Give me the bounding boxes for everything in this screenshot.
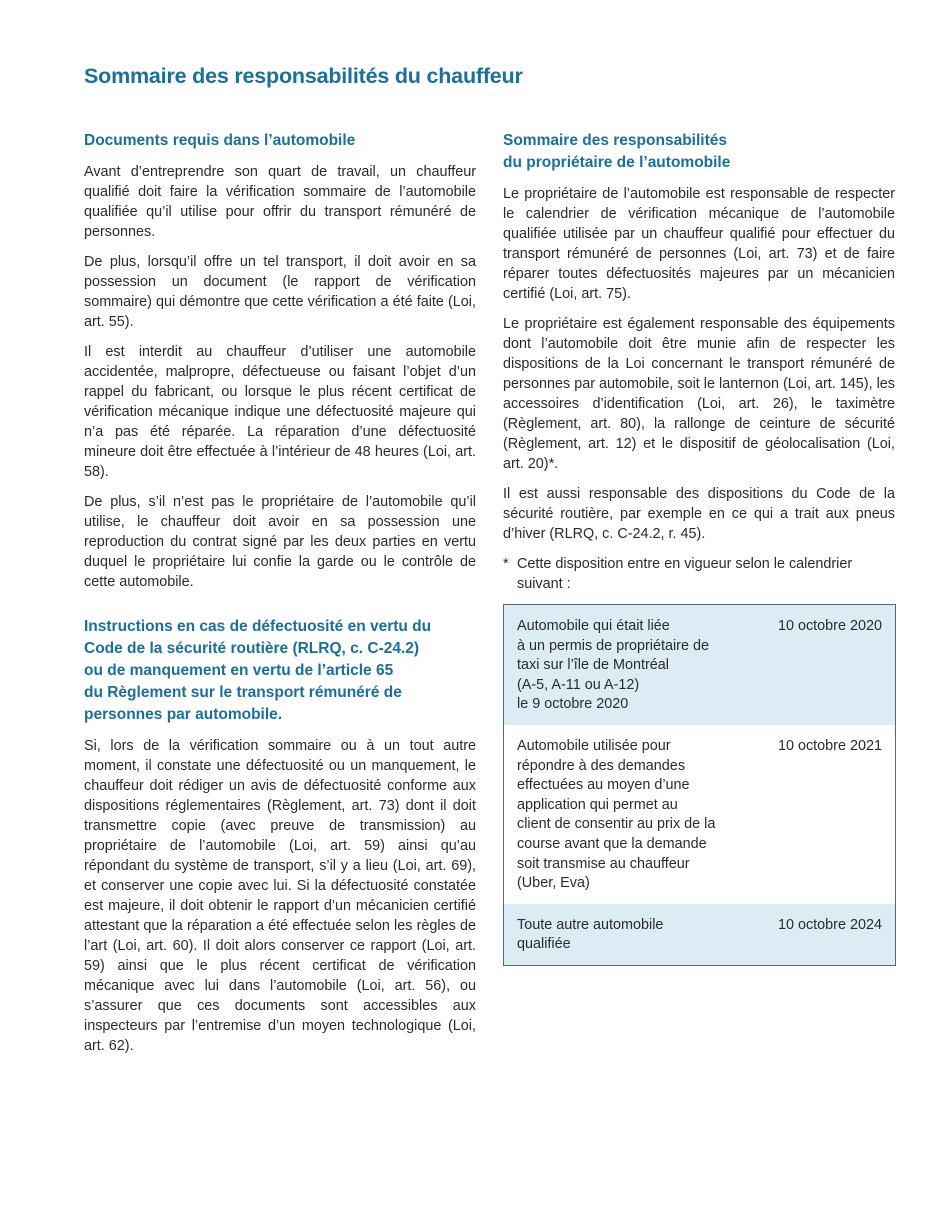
schedule-date: 10 octobre 2024 xyxy=(749,904,896,966)
instructions-heading-line: personnes par automobile. xyxy=(84,706,283,723)
owner-heading-line: Sommaire des responsabilités xyxy=(503,132,727,149)
owner-heading xyxy=(503,130,895,174)
documents-heading: Documents requis dans l’automobile xyxy=(84,132,356,149)
description-line: client de consentir au prix de la xyxy=(517,816,716,833)
description-line: Toute autre automobile xyxy=(517,916,664,933)
table-row xyxy=(504,725,896,904)
owner-paragraph-3: Il est aussi responsable des dispositions du Code de la sécurité routière, par exemple en ce qui a trait aux pneus d’hiver (RLRQ, c. C-24.2, r. 45). xyxy=(503,486,895,542)
description-line: course avant que la demande xyxy=(517,835,707,852)
description-line: (Uber, Eva) xyxy=(517,875,590,892)
description-line: le 9 octobre 2020 xyxy=(517,696,629,713)
page-title: Sommaire des responsabilités du chauffeur xyxy=(84,64,523,88)
description-line: Automobile utilisée pour xyxy=(517,737,671,754)
documents-paragraph-4: De plus, s’il n’est pas le propriétaire de l’automobile qu’il utilise, le chauffeur doit avoir en sa possession une reproduction du contrat signé par les deux parties en vertu duquel le propriétaire lui confie la garde ou le contrôle de cette automobile. xyxy=(84,494,476,590)
left-column xyxy=(84,130,476,1066)
description-line: application qui permet au xyxy=(517,796,678,813)
description-line: à un permis de propriétaire de xyxy=(517,637,709,654)
schedule-date: 10 octobre 2021 xyxy=(777,737,882,754)
description-line: répondre à des demandes xyxy=(517,757,686,774)
owner-heading-line: du propriétaire de l’automobile xyxy=(503,154,731,171)
owner-paragraph-2: Le propriétaire est également responsable des équipements dont l’automobile doit être munie afin de respecter les dispositions de la Loi concernant le transport rémunéré de personnes par automobile, soit le lanternon (Loi, art. 145), les accessoires d’identification (Loi, art. 26), le taximètre (Règlement, art. 80), la rallonge de ceinture de sécurité (Règlement, art. 12) et le dispositif de géolocalisation (Loi, art. 20)*. xyxy=(503,316,895,472)
description-line: (A-5, A-11 ou A-12) xyxy=(517,676,640,693)
schedule-date: 10 octobre 2020 xyxy=(749,605,896,725)
instructions-heading-line: ou de manquement en vertu de l’article 65 xyxy=(84,662,394,679)
table-row xyxy=(504,605,896,725)
schedule-description xyxy=(504,605,750,725)
instructions-heading-line: Code de la sécurité routière (RLRQ, c. C-24.2) xyxy=(84,640,420,657)
description-line: soit transmise au chauffeur xyxy=(517,855,690,872)
description-line: effectuées au moyen d’une xyxy=(517,777,690,794)
instructions-heading xyxy=(84,616,476,726)
instructions-heading-line: du Règlement sur le transport rémunéré de xyxy=(84,684,402,701)
documents-paragraph-3: Il est interdit au chauffeur d’utiliser une automobile accidentée, malpropre, défectueuse ou faisant l’objet d’un rappel du fabricant, ou lorsque le plus récent certificat de vérification mécanique indique une défectuosité majeure qui n’a pas été réparée. La réparation d’une défectuosité mineure doit être effectuée à l’intérieur de 48 heures (Loi, art. 58). xyxy=(84,344,476,480)
documents-paragraph-2: De plus, lorsqu’il offre un tel transport, il doit avoir en sa possession un document (le rapport de vérification sommaire) qui démontre que cette vérification a été faite (Loi, art. 55). xyxy=(84,254,476,330)
schedule-table xyxy=(503,604,896,966)
instructions-paragraph: Si, lors de la vérification sommaire ou à un tout autre moment, il constate une défectuosité ou un manquement, le chauffeur doit rédiger un avis de défectuosité conforme aux dispositions réglementaires (Règlement, art. 73) dont il doit transmettre copie (avec preuve de transmission) au propriétaire de l’automobile (Loi, art. 59) ainsi qu’au répondant du système de transport, s’il y a lieu (Loi, art. 69), et conserver une copie avec lui. Si la défectuosité constatée est majeure, il doit obtenir le rapport d’un mécanicien certifié attestant que la réparation a été effectuée selon les règles de l’art (Loi, art. 60). Il doit alors conserver ce rapport (Loi, art. 59) ainsi que le plus récent certificat de vérification mécanique avec lui dans l’automobile (Loi, art. 56), ou s’assurer que ces documents sont accessibles aux inspecteurs par l’entremise d’un moyen technologique (Loi, art. 62). xyxy=(84,738,476,1054)
schedule-description xyxy=(504,725,750,904)
instructions-heading-line: Instructions en cas de défectuosité en vertu du xyxy=(84,618,432,635)
description-line: taxi sur l’île de Montréal xyxy=(517,657,669,674)
footnote-mark: * xyxy=(503,556,509,572)
footnote xyxy=(503,554,895,594)
documents-paragraph-1: Avant d’entreprendre son quart de travail, un chauffeur qualifié doit faire la vérification sommaire de l’automobile qualifiée qu’il utilise pour offrir du transport rémunéré de personnes. xyxy=(84,164,476,240)
description-line: Automobile qui était liée xyxy=(517,618,670,634)
owner-paragraph-1: Le propriétaire de l’automobile est responsable de respecter le calendrier de vérification mécanique de l’automobile qualifiée utilisée par un chauffeur qualifié pour effectuer du transport rémunéré de personnes (Loi, art. 73) et de faire réparer toutes défectuosités majeures par un mécanicien certifié (Loi, art. 75). xyxy=(503,186,895,302)
schedule-description xyxy=(504,904,750,966)
description-line: qualifiée xyxy=(517,936,571,953)
footnote-text: Cette disposition entre en vigueur selon le calendrier suivant : xyxy=(517,556,853,592)
table-row xyxy=(504,904,896,966)
right-column xyxy=(503,130,895,966)
